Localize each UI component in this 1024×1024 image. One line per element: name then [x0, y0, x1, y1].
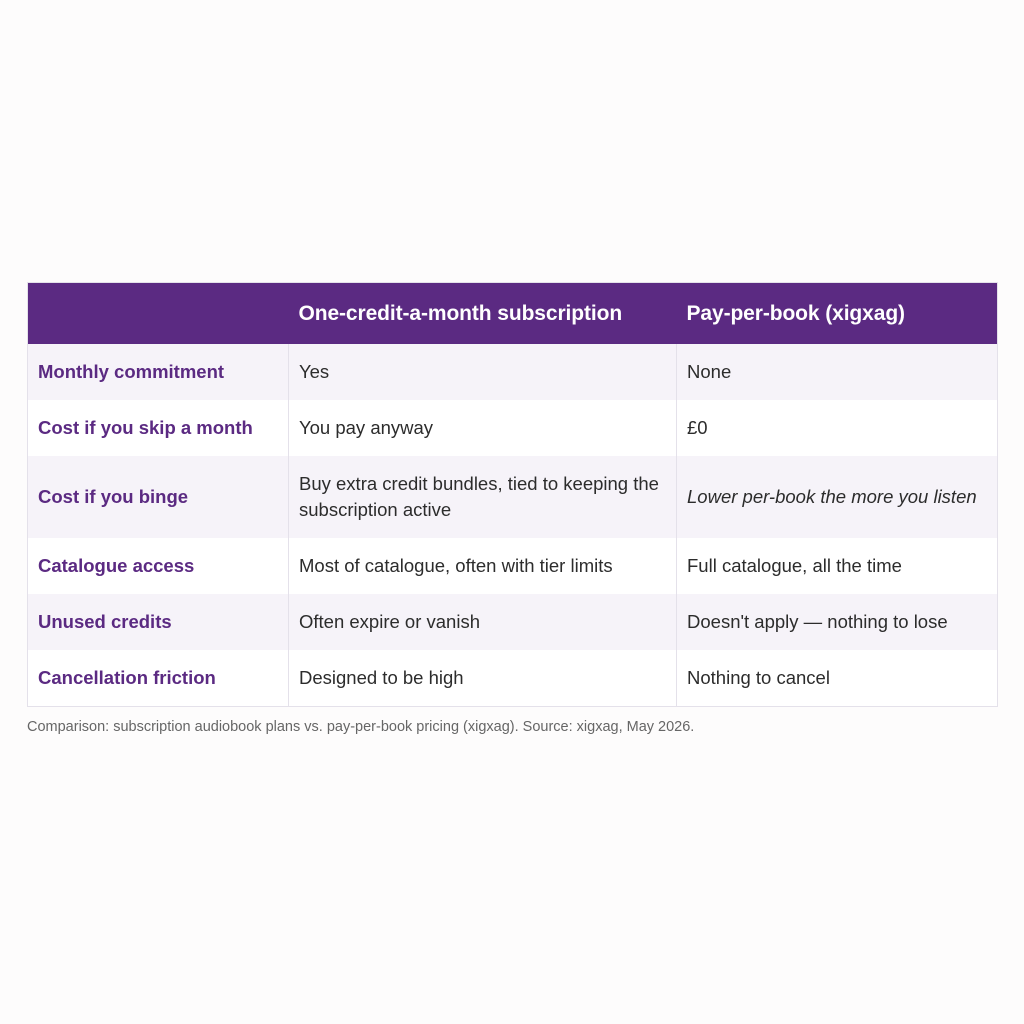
comparison-table-container: [27, 282, 997, 707]
subscription-cell: Buy extra credit bundles, tied to keeping the subscription active: [289, 456, 677, 538]
table-header-row: [28, 283, 998, 345]
row-label: Monthly commitment: [38, 361, 225, 382]
table-row: [28, 400, 998, 456]
subscription-cell: Designed to be high: [289, 650, 677, 706]
subscription-cell: Most of catalogue, often with tier limits: [289, 538, 677, 594]
pay-per-book-cell: Doesn't apply — nothing to lose: [677, 594, 998, 650]
pay-per-book-cell: Full catalogue, all the time: [677, 538, 998, 594]
table-row: [28, 538, 998, 594]
row-label: Cost if you skip a month: [38, 417, 253, 438]
pay-per-book-cell: None: [677, 344, 998, 400]
pay-per-book-cell: Nothing to cancel: [677, 650, 998, 706]
pay-per-book-cell: Lower per-book the more you listen: [677, 456, 998, 538]
subscription-cell: You pay anyway: [289, 400, 677, 456]
subscription-cell: Yes: [289, 344, 677, 400]
row-label: Cancellation friction: [38, 666, 216, 688]
table-row: [28, 594, 998, 650]
comparison-table: [27, 282, 998, 707]
table-row: [28, 650, 998, 706]
table-row: [28, 344, 998, 400]
row-label: Catalogue access: [38, 555, 195, 576]
pay-per-book-cell: £0: [677, 400, 998, 456]
row-label: Unused credits: [38, 611, 172, 632]
table-caption: Comparison: subscription audiobook plans vs. pay-per-book pricing (xigxag). Source: xigxag, May 2026.: [27, 719, 695, 735]
subscription-cell: Often expire or vanish: [289, 594, 677, 650]
table-row: [28, 456, 998, 538]
row-label: Cost if you binge: [38, 486, 189, 507]
header-empty-cell: [28, 283, 289, 345]
header-subscription: One-credit-a-month subscription: [289, 283, 677, 345]
header-pay-per-book: Pay-per-book (xigxag): [677, 283, 998, 345]
